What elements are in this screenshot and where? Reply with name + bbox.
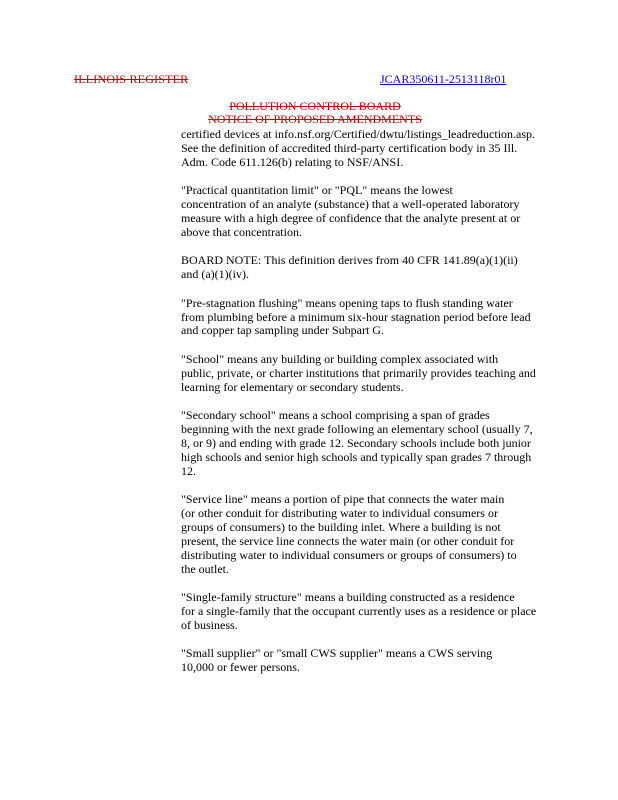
text-line: 12.: [181, 463, 196, 478]
register-header: ILLINOIS REGISTER: [74, 72, 189, 86]
text-line: "Service line" means a portion of pipe that connects the water main: [181, 492, 505, 507]
document-body: [181, 128, 581, 690]
text-line: concentration of an analyte (substance) that a well-operated laboratory: [181, 197, 520, 212]
text-line: groups of consumers) to the building inlet. Where a building is not: [181, 519, 501, 534]
text-line: present, the service line connects the water main (or other conduit for: [181, 533, 515, 548]
text-line: Adm. Code 611.126(b) relating to NSF/ANSI.: [181, 154, 404, 169]
text-line: the outlet.: [181, 561, 229, 576]
text-line: See the definition of accredited third-party certification body in 35 Ill.: [181, 140, 518, 155]
text-line: for a single-family that the occupant currently uses as a residence or place: [181, 603, 537, 618]
board-note-paragraph: [181, 254, 581, 282]
text-line: and (a)(1)(iv).: [181, 267, 249, 282]
definition-paragraph-single-family: [181, 591, 581, 633]
definition-paragraph-pql: [181, 184, 581, 240]
text-line: 8, or 9) and ending with grade 12. Secondary schools include both junior: [181, 435, 531, 450]
definition-paragraph-nsf: [181, 128, 581, 170]
text-line: learning for elementary or secondary students.: [181, 379, 404, 394]
notice-title: NOTICE OF PROPOSED AMENDMENTS: [208, 112, 422, 126]
agency-title: POLLUTION CONTROL BOARD: [229, 99, 401, 113]
text-line: "School" means any building or building complex associated with: [181, 351, 499, 366]
text-line: certified devices at info.nsf.org/Certified/dwtu/listings_leadreduction.asp.: [181, 127, 536, 141]
text-line: public, private, or charter institutions that primarily provides teaching and: [181, 365, 536, 380]
text-line: "Small supplier" or "small CWS supplier" means a CWS serving: [181, 646, 493, 661]
text-line: and copper tap sampling under Subpart G.: [181, 323, 384, 338]
text-line: high schools and senior high schools and typically span grades 7 through: [181, 449, 532, 464]
text-line: distributing water to individual consumers or groups of consumers) to: [181, 547, 517, 562]
text-line: above that concentration.: [181, 224, 302, 239]
text-line: (or other conduit for distributing water to individual consumers or: [181, 506, 498, 521]
text-line: "Secondary school" means a school comprising a span of grades: [181, 408, 490, 423]
text-line: "Single-family structure" means a building constructed as a residence: [181, 590, 515, 605]
text-line: BOARD NOTE: This definition derives from 40 CFR 141.89(a)(1)(ii): [181, 253, 518, 268]
text-line: measure with a high degree of confidence that the analyte present at or: [181, 211, 521, 226]
definition-paragraph-small-supplier: [181, 647, 581, 675]
text-line: 10,000 or fewer persons.: [181, 660, 300, 675]
text-line: "Pre-stagnation flushing" means opening taps to flush standing water: [181, 295, 513, 310]
text-line: from plumbing before a minimum six-hour stagnation period before lead: [181, 309, 531, 324]
text-line: "Practical quantitation limit" or "PQL" means the lowest: [181, 183, 453, 198]
definition-paragraph-school: [181, 353, 581, 395]
definition-paragraph-service-line: [181, 493, 581, 576]
definition-paragraph-pre-stagnation: [181, 297, 581, 339]
document-id: JCAR350611-2513118r01: [380, 72, 507, 86]
definition-paragraph-secondary-school: [181, 409, 581, 479]
text-line: of business.: [181, 617, 238, 632]
text-line: beginning with the next grade following an elementary school (usually 7,: [181, 422, 533, 436]
